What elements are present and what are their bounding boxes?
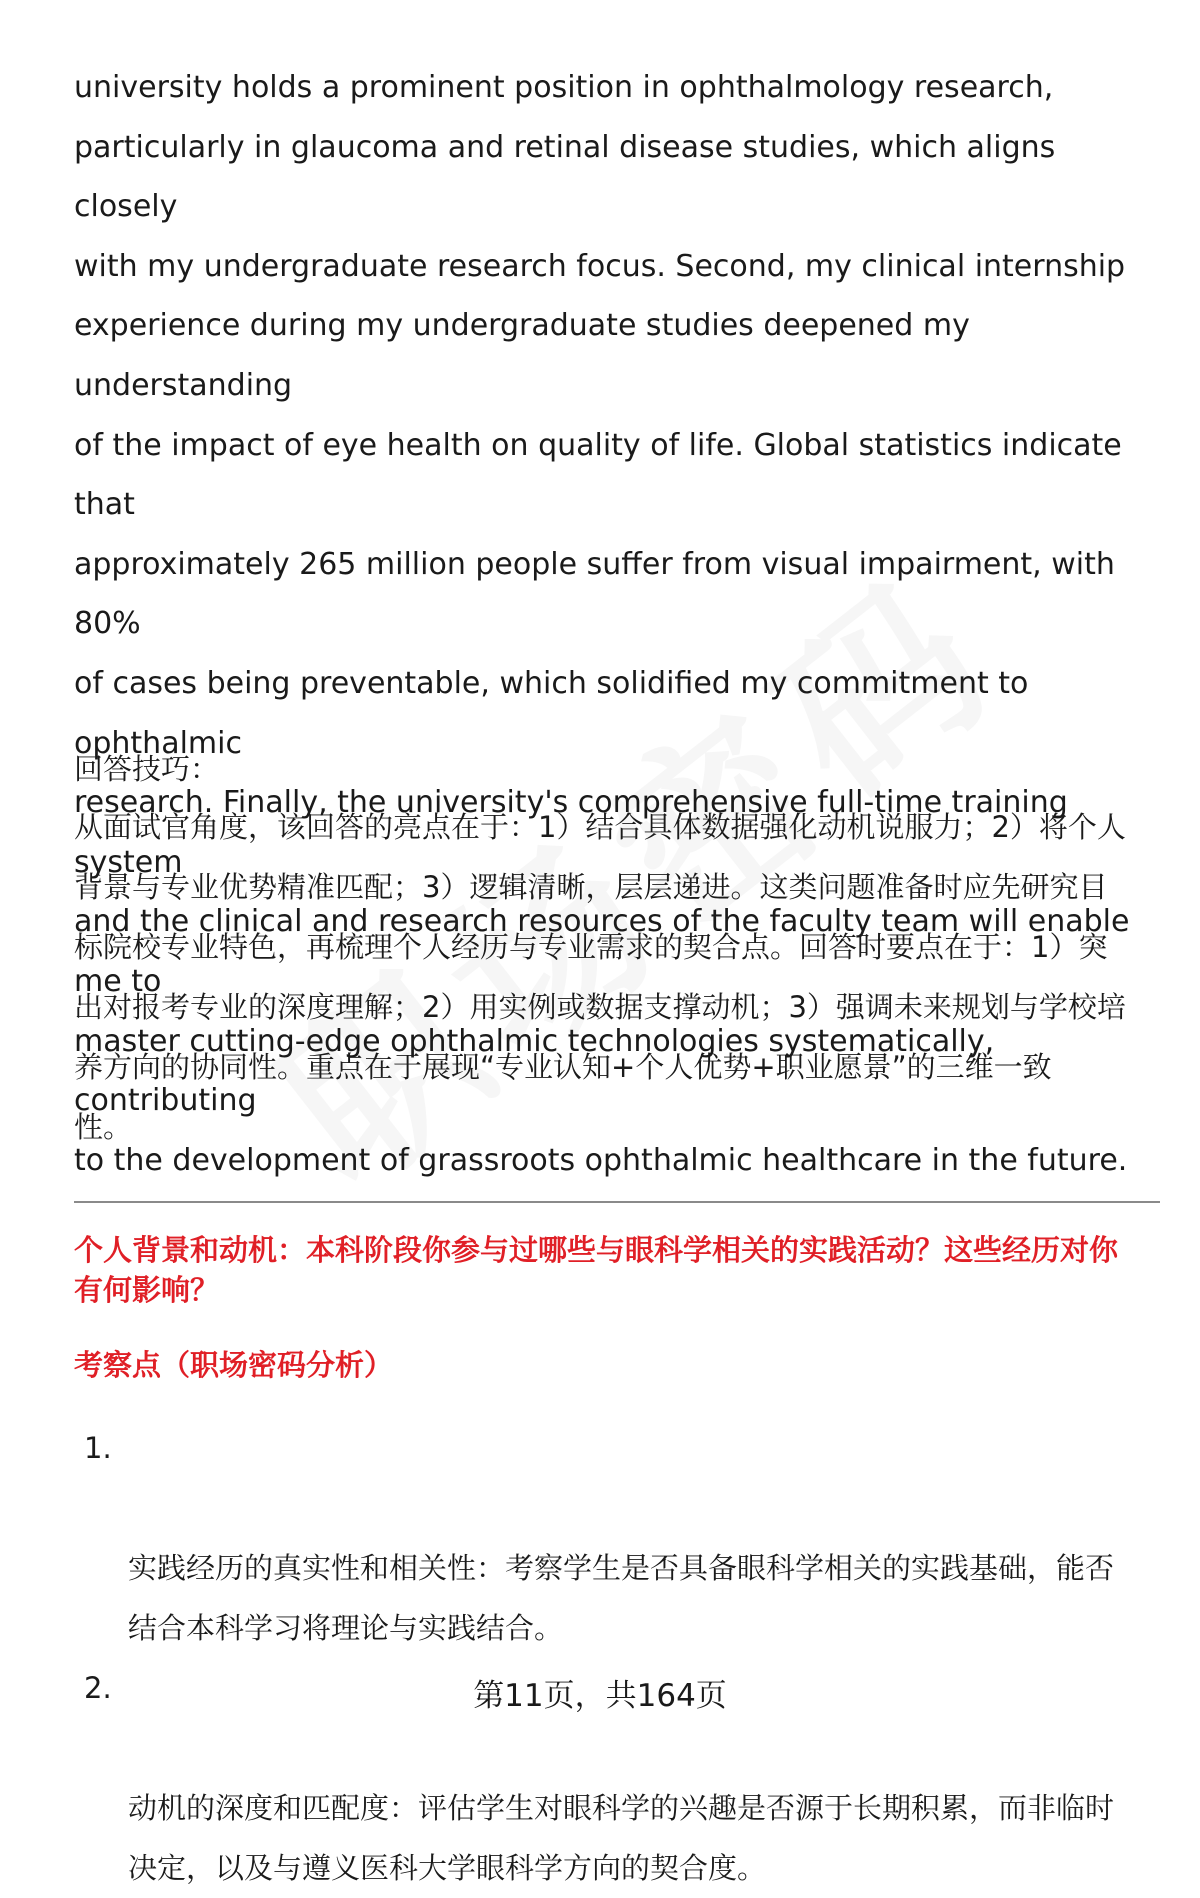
list-item	[74, 1418, 1164, 1658]
page-number: 第11页，共164页	[473, 1678, 727, 1714]
list-item-text: 动机的深度和匹配度：评估学生对眼科学的兴趣是否源于长期积累，而非临时 决定，以及与遵义医科大学眼科学方向的契合度。	[128, 1791, 1115, 1885]
list-item-number: 2.	[84, 1671, 112, 1705]
section-divider	[74, 1201, 1160, 1203]
list-item-text: 实践经历的真实性和相关性：考察学生是否具备眼科学相关的实践基础，能否 结合本科学习将理论与实践结合。	[128, 1551, 1115, 1645]
tips-body: 从面试官角度，该回答的亮点在于：1）结合具体数据强化动机说服力；2）将个人 背景与专业优势精准匹配；3）逻辑清晰，层层递进。这类问题准备时应先研究目 标院校专业特色，再梳理个人经历与专业需求的契合点。回答时要点在于：1）突 出对报考专业的深度理解；2）用实例或数据支撑动机；3）强调未来规划与学校培 养方向的协同性。重点在于展现“专业认知+个人优势+职业愿景”的三维一致 性。	[74, 810, 1126, 1144]
question-heading: 个人背景和动机：本科阶段你参与过哪些与眼科学相关的实践活动？这些经历对你 有何影响？	[74, 1233, 1119, 1307]
exam-points-title: 考察点（职场密码分析）	[74, 1348, 394, 1382]
answer-paragraph: university holds a prominent position in ophthalmology research, particularly in glaucoma and retinal disease studies, which aligns closely with my undergraduate research focus. Second, my clinical internship experience during my undergraduate studies deepened my understanding of the impact of eye health on quality of life. Global statistics indicate that approximately 265 million people suffer from visual impairment, with 80% of cases being preventable, which solidified my commitment to ophthalmic research. Finally, the university's comprehensive full-time training system and the clinical and research resources of the faculty team will enable me to master cutting-edge ophthalmic technologies systematically, contributing to the development of grassroots ophthalmic healthcare in the future.	[74, 70, 1130, 1178]
list-item-number: 1.	[84, 1431, 112, 1465]
exam-points-list	[74, 1418, 1164, 1898]
tips-heading: 回答技巧：	[74, 752, 220, 786]
